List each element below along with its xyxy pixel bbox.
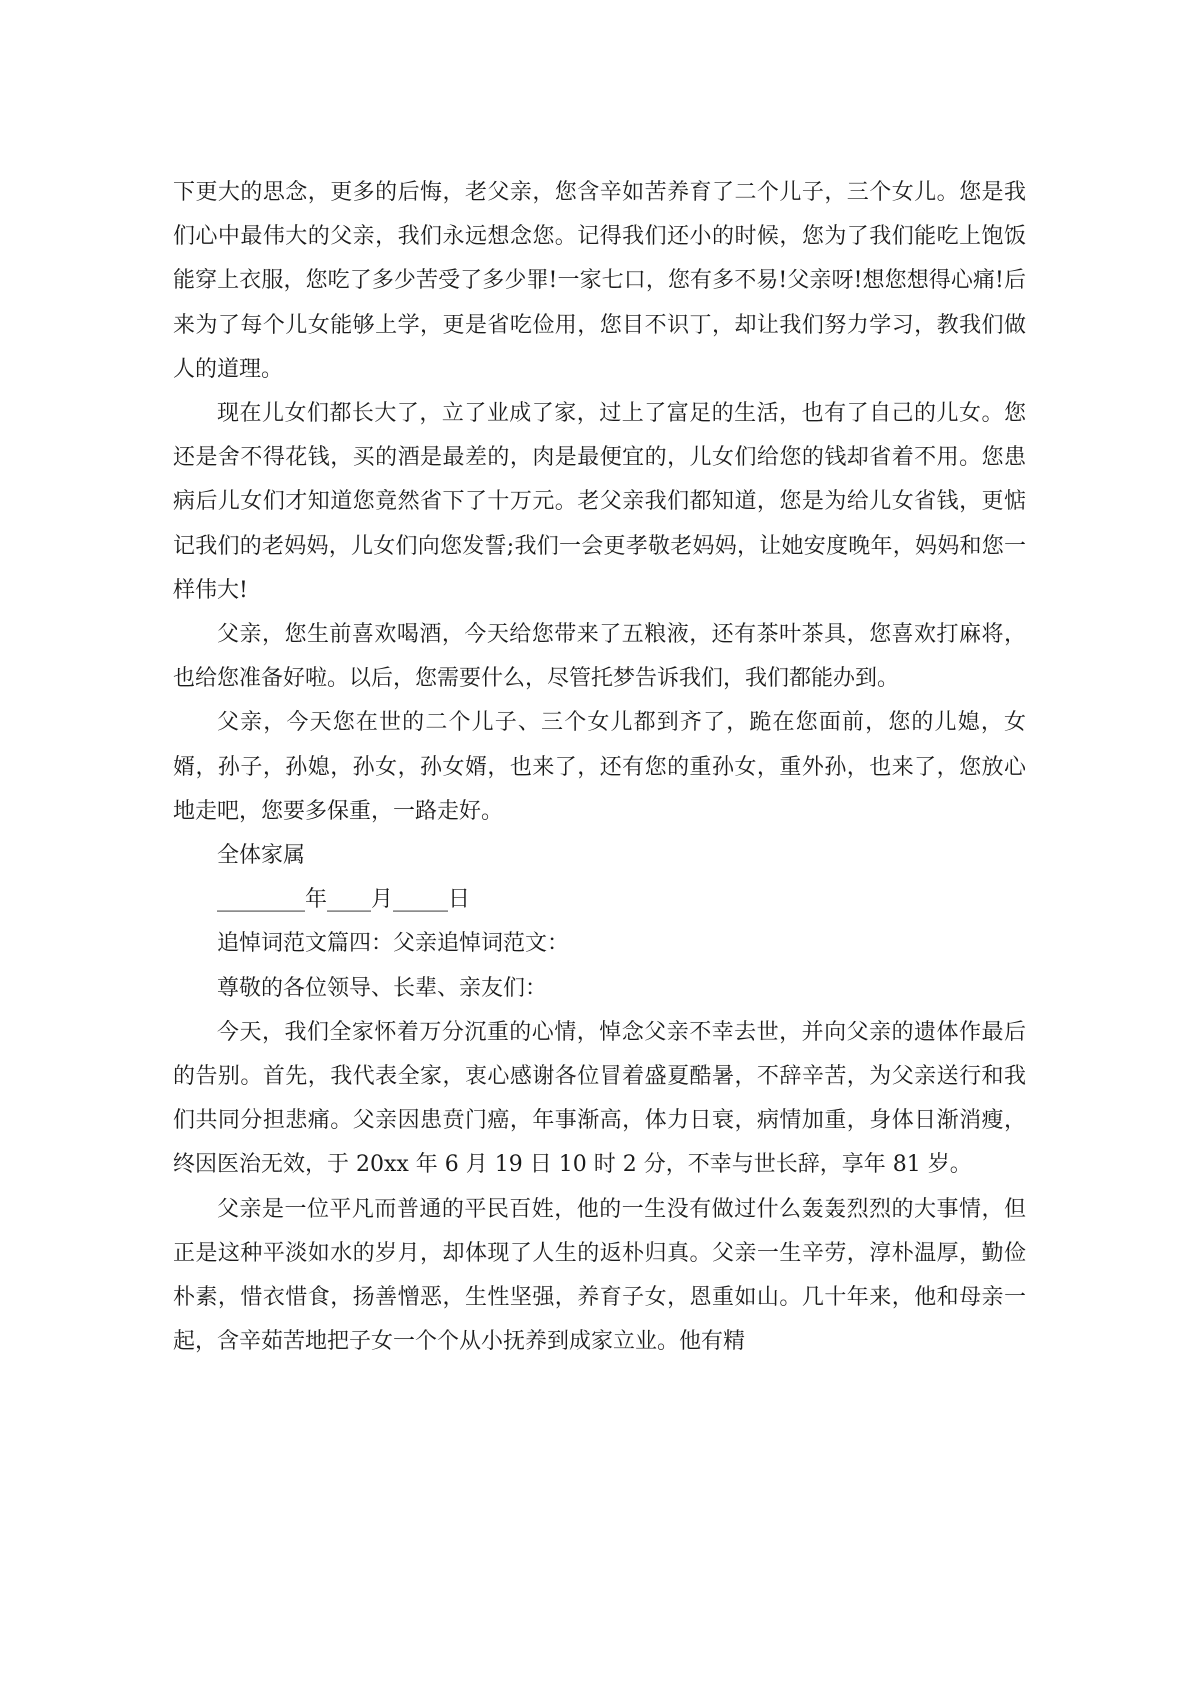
date-line: ________年____月_____日 — [217, 887, 471, 913]
signature-line: 全体家属 — [217, 843, 306, 869]
document-body — [173, 171, 1026, 1364]
section-heading: 追悼词范文篇四：父亲追悼词范文： — [217, 931, 570, 957]
paragraph-2: 现在儿女们都长大了，立了业成了家，过上了富足的生活，也有了自己的儿女。您还是舍不得花钱，买的酒是最差的，肉是最便宜的，儿女们给您的钱却省着不用。您患病后儿女们才知道您竟然省下了十万元。老父亲我们都知道，您是为给儿女省钱，更惦记我们的老妈妈，儿女们向您发誓;我们一会更孝敬老妈妈，让她安度晚年，妈妈和您一样伟大! — [173, 401, 1026, 603]
paragraph-3: 父亲，您生前喜欢喝酒，今天给您带来了五粮液，还有茶叶茶具，您喜欢打麻将，也给您准备好啦。以后，您需要什么，尽管托梦告诉我们，我们都能办到。 — [173, 622, 1026, 692]
paragraph-5: 今天，我们全家怀着万分沉重的心情，悼念父亲不幸去世，并向父亲的遗体作最后的告别。首先，我代表全家，衷心感谢各位冒着盛夏酷暑，不辞辛苦，为父亲送行和我们共同分担悲痛。父亲因患贲门癌，年事渐高，体力日衰，病情加重，身体日渐消瘦，终因医治无效，于 20xx 年 6 月 19 日 10 时 2 分，不幸与世长辞，享年 81 岁。 — [173, 1019, 1026, 1178]
paragraph-6: 父亲是一位平凡而普通的平民百姓，他的一生没有做过什么轰轰烈烈的大事情，但正是这种平淡如水的岁月，却体现了人生的返朴归真。父亲一生辛劳，淳朴温厚，勤俭朴素，惜衣惜食，扬善憎恶，生性坚强，养育子女，恩重如山。几十年来，他和母亲一起，含辛茹苦地把子女一个个从小抚养到成家立业。他有精 — [173, 1196, 1026, 1355]
salutation: 尊敬的各位领导、长辈、亲友们： — [217, 975, 548, 1001]
paragraph-1: 下更大的思念，更多的后悔，老父亲，您含辛如苦养育了二个儿子，三个女儿。您是我们心中最伟大的父亲，我们永远想念您。记得我们还小的时候，您为了我们能吃上饱饭能穿上衣服，您吃了多少苦受了多少罪!一家七口，您有多不易!父亲呀!想您想得心痛!后来为了每个儿女能够上学，更是省吃俭用，您目不识丁，却让我们努力学习，教我们做人的道理。 — [173, 180, 1026, 382]
paragraph-4: 父亲，今天您在世的二个儿子、三个女儿都到齐了，跪在您面前，您的儿媳，女婿，孙子，孙媳，孙女，孙女婿，也来了，还有您的重孙女，重外孙，也来了，您放心地走吧，您要多保重，一路走好。 — [173, 710, 1026, 824]
